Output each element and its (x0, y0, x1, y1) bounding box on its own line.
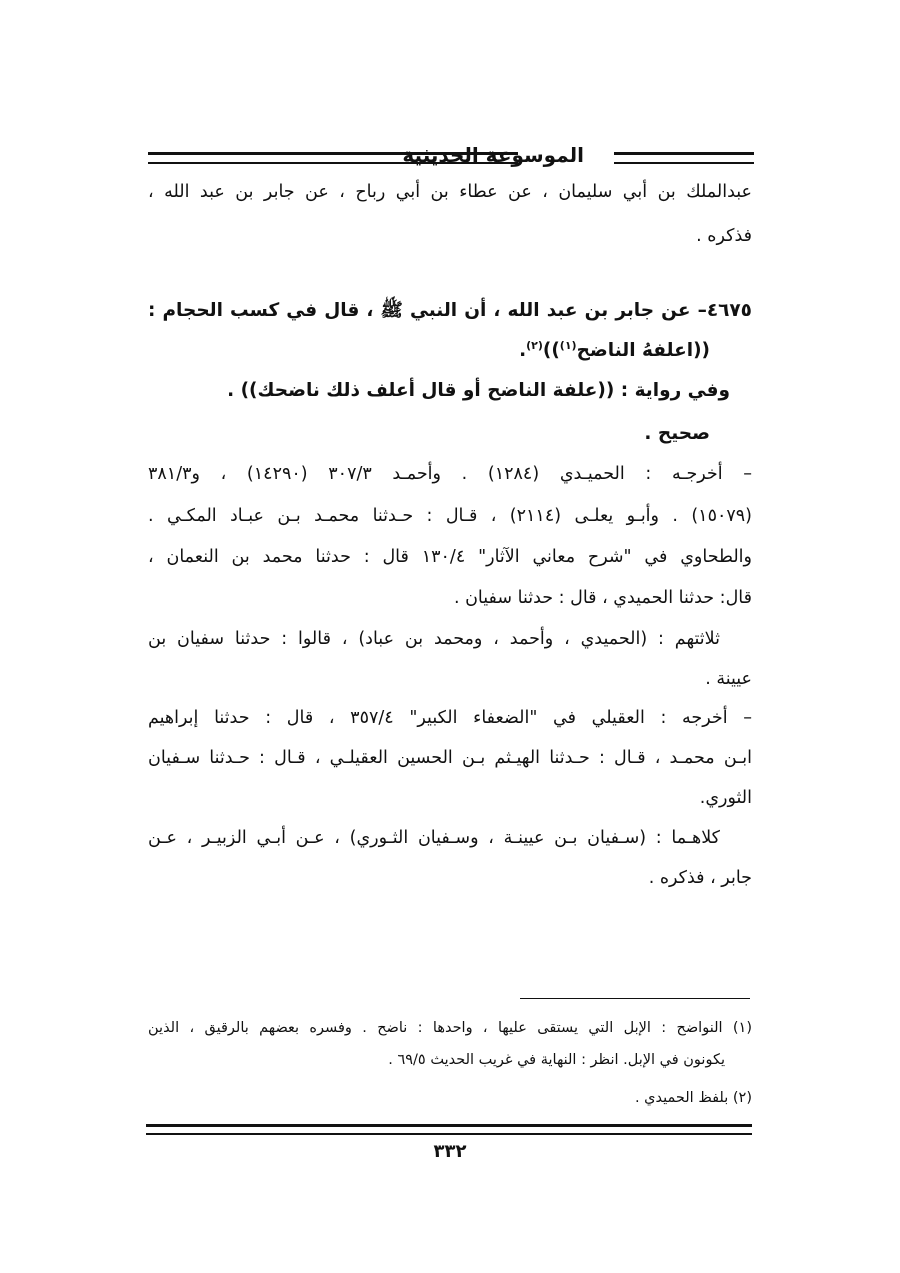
body-line: فذكره . (696, 226, 752, 246)
hadith-matn-end: . (519, 340, 527, 361)
header-title: الموسوعة الحديثية (402, 143, 584, 167)
takhrij-line: كلاهـما : (سـفيان بـن عيينـة ، وسـفيان الثـوري) ، عـن أبـي الزبيـر ، عـن (148, 828, 720, 848)
footnote-separator (520, 998, 750, 999)
takhrij-line: (١٥٠٧٩) . وأبـو يعلـى (٢١١٤) ، قـال : حـدثنا محمـد بـن عبـاد المكـي . (148, 506, 752, 526)
footnote-ref-1: (١) (559, 338, 577, 352)
takhrij-line: الثوري. (699, 788, 752, 808)
body-line: عبدالملك بن أبي سليمان ، عن عطاء بن أبي رباح ، عن جابر بن عبد الله ، (148, 182, 752, 202)
hadith-text: عن جابر بن عبد الله ، أن النبي ﷺ ، قال في كسب الحجام : (148, 300, 691, 321)
takhrij-line: ابـن محمـد ، قـال : حـدثنا الهيـثم بـن الحسين العقيلـي ، قـال : حـدثنا سـفيان (148, 748, 752, 768)
header-rule-left (148, 152, 518, 164)
header-rule-right (614, 152, 754, 164)
footer-rule (146, 1124, 752, 1135)
takhrij-line: جابر ، فذكره . (648, 868, 752, 888)
running-header (148, 138, 754, 172)
takhrij-line: قال: حدثنا الحميدي ، قال : حدثنا سفيان . (453, 588, 752, 608)
takhrij-line: – أخرجـه : الحميـدي (١٢٨٤) . وأحمـد ٣٠٧/٣ (١٤٢٩٠) ، و٣٨١/٣ (148, 464, 753, 484)
takhrij-line: – أخرجه : العقيلي في "الضعفاء الكبير" ٣٥٧/٤ ، قال : حدثنا إبراهيم (148, 708, 752, 728)
footnote-1-cont: يكونون في الإبل. انظر : النهاية في غريب الحديث ٦٩/٥ . (388, 1052, 725, 1068)
takhrij-line: ثلاثتهم : (الحميدي ، وأحمد ، ومحمد بن عباد) ، قالوا : حدثنا سفيان بن (148, 629, 720, 649)
riwaya-line: وفي رواية : ((علفة الناضح أو قال أعلف ذلك ناضحك)) . (227, 380, 730, 401)
hadith-matn: ((اعلفهُ الناضح (576, 340, 710, 361)
hadith-matn-close: )) (542, 340, 560, 361)
footnote-2: (٢) بلفظ الحميدي . (634, 1090, 752, 1106)
takhrij-line: والطحاوي في "شرح معاني الآثار" ١٣٠/٤ قال : حدثنا محمد بن النعمان ، (148, 547, 752, 567)
footnote-ref-2: (٢) (526, 338, 543, 352)
hadith-line-2 (519, 337, 710, 365)
page-number: ٣٣٢ (433, 1141, 467, 1162)
hadith-number: ٤٦٧٥– (697, 300, 752, 321)
grade: صحيح . (644, 423, 710, 444)
footnote-1: (١) النواضح : الإبل التي يستقى عليها ، واحدها : ناضح . وفسره بعضهم بالرقيق ، الذين (148, 1020, 752, 1036)
hadith-line-1 (148, 297, 752, 325)
takhrij-line: عيينة . (705, 669, 752, 689)
